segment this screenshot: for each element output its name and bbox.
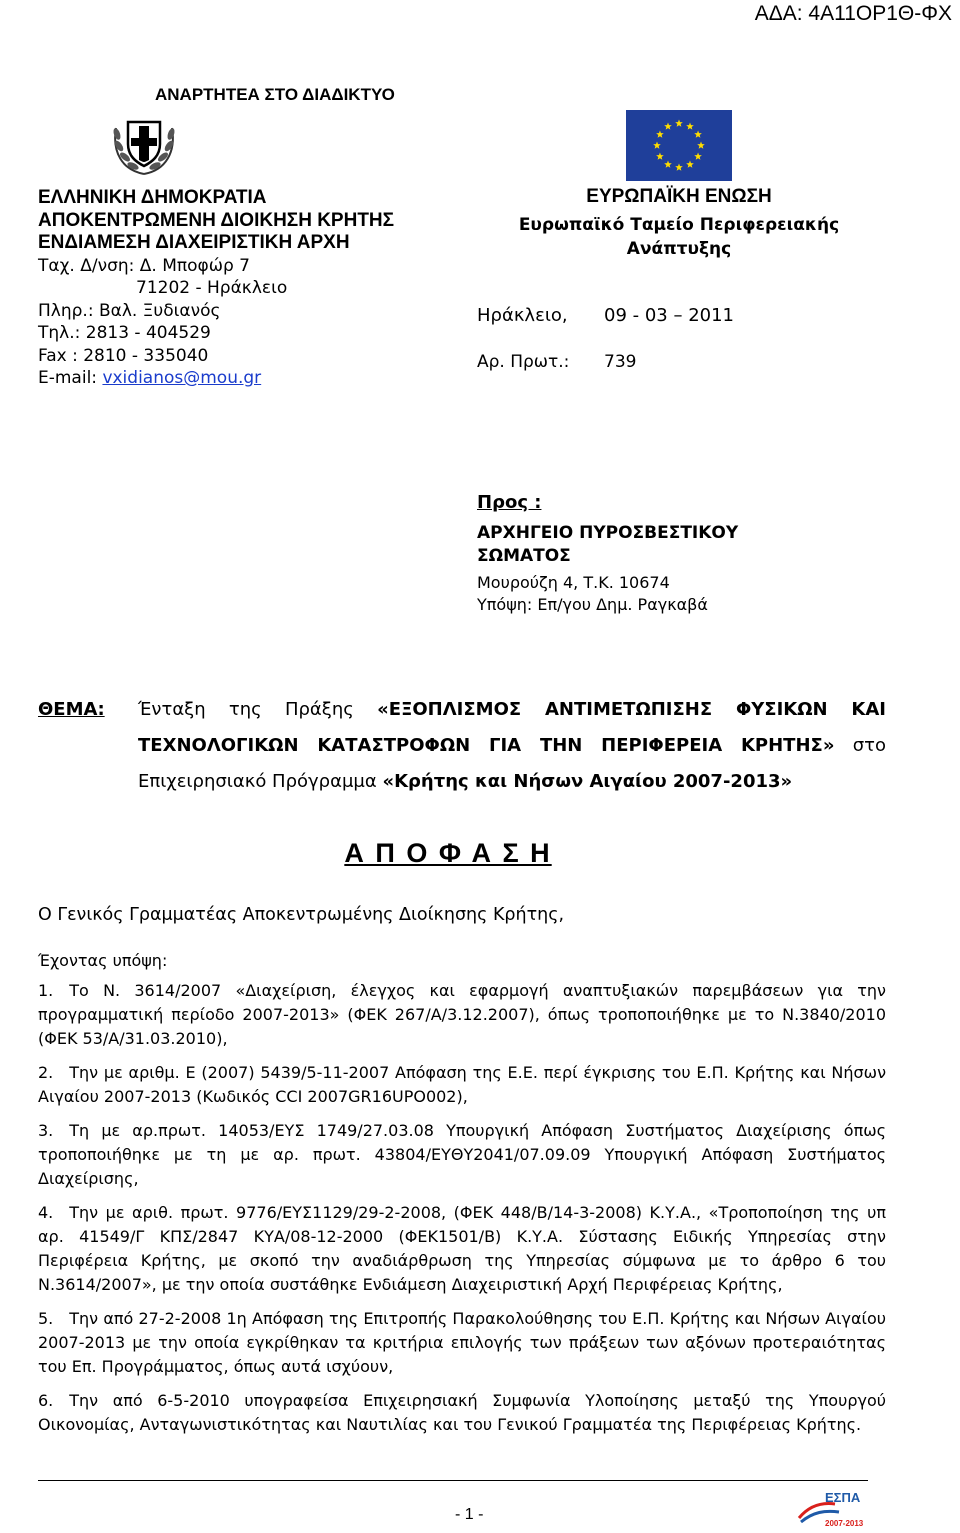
sender-fax: Fax : 2810 - 335040 <box>38 345 209 366</box>
item-number: 6. <box>38 1391 54 1410</box>
recipient-label: Προς : <box>477 492 542 513</box>
item-number: 5. <box>38 1309 54 1328</box>
eu-title: ΕΥΡΩΠΑΪΚΗ ΕΝΩΣΗ <box>586 186 772 207</box>
eu-star-icon <box>694 153 702 160</box>
item-text: Την από 27-2-2008 1η Απόφαση της Επιτροπής Παρακολούθησης του Ε.Π. Κρήτης και Νήσων Αιγαίου 2007-2013 με την οποία εγκρίθηκαν τα κριτήρια επιλογής των πράξεων των αξόνων προτεραιότητας του Επ. Προγράμματος, όπως αυτά ισχύουν, <box>38 1309 886 1376</box>
item-text: Την από 6-5-2010 υπογραφείσα Επιχειρησιακή Συμφωνία Υλοποίησης μεταξύ της Υπουργού Οικονομίας, Ανταγωνιστικότητας και Ναυτιλίας και του Γενικού Γραμματέα της Περιφέρειας Κρήτης. <box>38 1391 886 1434</box>
date-value: 09 - 03 – 2011 <box>604 305 734 326</box>
footer-divider <box>38 1480 868 1481</box>
place-label: Ηράκλειο, <box>477 305 568 326</box>
espa-years: 2007-2013 <box>825 1519 864 1528</box>
recipient-address: Μουρούζη 4, Τ.Κ. 10674 <box>477 573 670 592</box>
date-row <box>477 305 734 326</box>
eu-star-icon <box>686 161 694 168</box>
decision-title: Α Π Ο Φ Α Σ Η <box>344 838 552 868</box>
eu-star-icon <box>664 161 672 168</box>
page-number: - 1 - <box>455 1506 484 1523</box>
item-text: Την με αριθ. πρωτ. 9776/ΕΥΣ1129/29-2-2008, (ΦΕΚ 448/Β/14-3-2008) Κ.Υ.Α., «Τροποποίηση της υπ αρ. 41549/Γ ΚΠΣ/2847 ΚΥΑ/08-12-2000 (ΦΕΚ1501/Β) Κ.Υ.Α. Σύστασης Ειδικής Υπηρεσίας στην Περιφέρεια Κρήτης, με σκοπό την αναδιάρθρωση της Υπηρεσίας σύμφωνα με το άρθρο 6 του Ν.3614/2007», με την οποία συστάθηκε Ενδιάμεση Διαχειριστική Αρχή Περιφέρειας Κρήτης, <box>38 1203 886 1294</box>
eu-flag-icon <box>626 110 732 181</box>
espa-text: ΕΣΠΑ <box>825 1490 861 1505</box>
consideration-item <box>38 1061 886 1109</box>
subject-part2: στο Επιχειρησιακό Πρόγραμμα <box>138 735 886 792</box>
subject-text <box>138 692 886 800</box>
item-number: 1. <box>38 981 54 1000</box>
protocol-number: 739 <box>604 352 637 372</box>
recipient-cc: Υπόψη: Επ/γου Δημ. Ραγκαβά <box>477 595 708 614</box>
subject-block <box>38 692 886 800</box>
eu-fund: Ευρωπαϊκό Ταμείο Περιφερειακής Ανάπτυξης <box>518 215 840 259</box>
secretary-line: Ο Γενικός Γραμματέας Αποκεντρωμένης Διοίκησης Κρήτης, <box>38 905 565 925</box>
consideration-item <box>38 979 886 1051</box>
sender-block <box>38 187 394 390</box>
recipient-address-block <box>477 572 708 616</box>
consideration-item <box>38 1119 886 1191</box>
item-number: 2. <box>38 1063 54 1082</box>
consideration-item <box>38 1201 886 1297</box>
subject-label: ΘΕΜΑ: <box>38 699 105 720</box>
email-label: E-mail: <box>38 368 103 388</box>
considerations-list <box>38 979 886 1447</box>
sender-email-row <box>38 367 394 390</box>
espa-logo-icon <box>795 1488 864 1528</box>
eu-star-icon <box>656 153 664 160</box>
sender-phone: Τηλ.: 2813 - 404529 <box>38 323 211 343</box>
eu-star-icon <box>697 142 705 149</box>
having-line: Έχοντας υπόψη: <box>38 951 168 970</box>
sender-city: 71202 - Ηράκλειο <box>136 278 288 298</box>
ada-code: ΑΔΑ: 4Α11ΟΡ1Θ-ΦΧ <box>754 2 952 25</box>
subject-bold2: «Κρήτης και Νήσων Αιγαίου 2007-2013» <box>382 771 793 792</box>
consideration-item <box>38 1307 886 1379</box>
email-link[interactable]: vxidianos@mou.gr <box>102 368 262 388</box>
sender-info: Πληρ.: Βαλ. Ξυδιανός <box>38 300 221 321</box>
eu-star-icon <box>686 122 694 129</box>
sender-line2: ΑΠΟΚΕΝΤΡΩΜΕΝΗ ΔΙΟΙΚΗΣΗ ΚΡΗΤΗΣ <box>38 209 395 231</box>
sender-line3: ΕΝΔΙΑΜΕΣΗ ΔΙΑΧΕΙΡΙΣΤΙΚΗ ΑΡΧΗ <box>38 232 350 253</box>
subject-part1: Ένταξη της Πράξης <box>138 699 378 720</box>
sender-address: Ταχ. Δ/νση: Δ. Μποφώρ 7 <box>38 255 250 276</box>
protocol-label: Αρ. Πρωτ.: <box>477 352 570 372</box>
recipient-org: ΑΡΧΗΓΕΙΟ ΠΥΡΟΣΒΕΣΤΙΚΟΥ ΣΩΜΑΤΟΣ <box>477 523 739 566</box>
item-text: Τη με αρ.πρωτ. 14053/ΕΥΣ 1749/27.03.08 Υπουργική Απόφαση Συστήματος Διαχείρισης όπως τροποποιήθηκε με τη με αρ. πρωτ. 43804/ΕΥΘΥ2041/07.09.09 Υπουργική Απόφαση Συστήματος Διαχείρισης, <box>38 1121 886 1188</box>
posting-note: ΑΝΑΡΤΗΤΕΑ ΣΤΟ ΔΙΑΔΙΚΤΥΟ <box>155 85 395 104</box>
eu-star-icon <box>653 142 661 149</box>
item-number: 4. <box>38 1203 54 1222</box>
consideration-item <box>38 1389 886 1437</box>
eu-star-icon <box>656 131 664 138</box>
greek-emblem-icon <box>108 108 180 180</box>
subject-bold1: «ΕΞΟΠΛΙΣΜΟΣ ΑΝΤΙΜΕΤΩΠΙΣΗΣ ΦΥΣΙΚΩΝ ΚΑΙ ΤΕΧΝΟΛΟΓΙΚΩΝ ΚΑΤΑΣΤΡΟΦΩΝ ΓΙΑ ΤΗΝ ΠΕΡΙΦΕΡΕΙΑ ΚΡΗΤΗΣ» <box>138 699 886 756</box>
item-text: Την με αριθμ. Ε (2007) 5439/5-11-2007 Απόφαση της Ε.Ε. περί έγκρισης του Ε.Π. Κρήτης και Νήσων Αιγαίου 2007-2013 (Κωδικός CCI 2007GR16UPO002), <box>38 1063 886 1106</box>
sender-line1: ΕΛΛΗΝΙΚΗ ΔΗΜΟΚΡΑΤΙΑ <box>38 187 267 208</box>
eu-star-icon <box>664 122 672 129</box>
item-text: Το Ν. 3614/2007 «Διαχείριση, έλεγχος και εφαρμογή αναπτυξιακών παρεμβάσεων για την προγραμματική περίοδο 2007-2013» (ΦΕΚ 267/Α/3.12.2007), όπως τροποποιήθηκε με το Ν.3840/2010 (ΦΕΚ 53/Α/31.03.2010), <box>38 981 886 1048</box>
eu-star-icon <box>694 131 702 138</box>
protocol-row <box>477 352 637 372</box>
eu-star-icon <box>675 164 683 171</box>
item-number: 3. <box>38 1121 54 1140</box>
eu-star-icon <box>675 120 683 127</box>
